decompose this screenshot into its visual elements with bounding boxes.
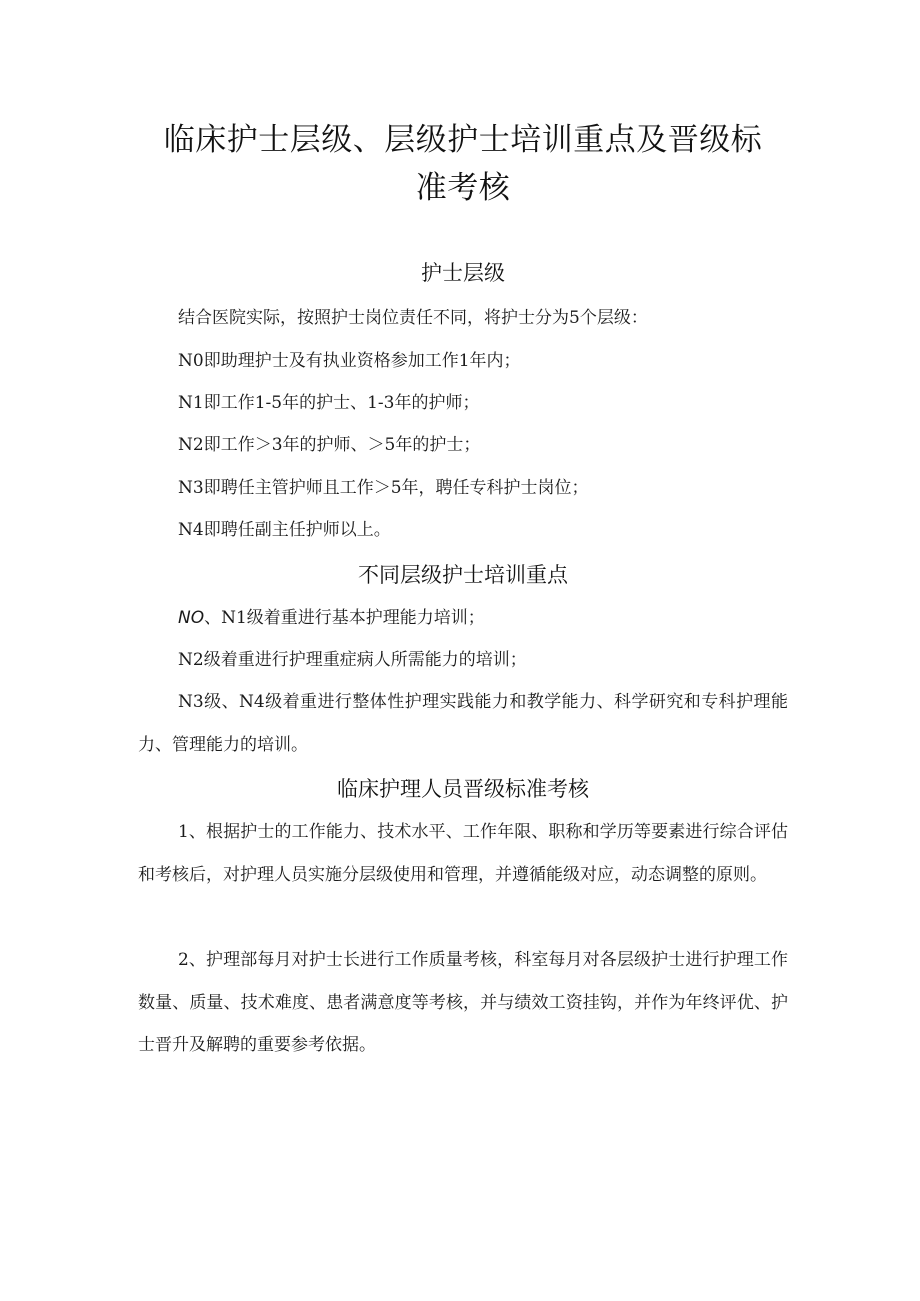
assessment-paragraph-2: 2、护理部每月对护士长进行工作质量考核，科室每月对各层级护士进行护理工作数量、质量、技术难度、患者满意度等考核，并与绩效工资挂钩，并作为年终评优、护士晋升及解聘的重要参考依据。 [138,950,788,1055]
level-item-n3: N3即聘任主管护师且工作＞5年，聘任专科护士岗位； [178,478,589,498]
training-item-n0-lead: NO [178,608,205,628]
training-item-n0-n1 [178,606,485,630]
document-title-line-1: 临床护士层级、层级护士培训重点及晋级标 [163,122,763,158]
section-heading-training-focus: 不同层级护士培训重点 [358,563,568,587]
level-item-n1: N1即工作1-5年的护士、1-3年的护师； [178,393,480,413]
level-item-n2: N2即工作＞3年的护师、＞5年的护士； [178,435,481,455]
level-item-n0: N0即助理护士及有执业资格参加工作1年内； [178,351,521,371]
level-item-n4: N4即聘任副主任护师以上。 [178,520,391,540]
training-item-n0-n1-text: 、N1级着重进行基本护理能力培训； [204,608,485,628]
section-heading-promotion-assessment: 临床护理人员晋级标准考核 [337,777,589,801]
section-heading-nurse-levels: 护士层级 [421,261,505,285]
training-item-n2: N2级着重进行护理重症病人所需能力的培训； [178,650,527,670]
assessment-paragraph-1: 1、根据护士的工作能力、技术水平、工作年限、职称和学历等要素进行综合评估和考核后，对护理人员实施分层级使用和管理，并遵循能级对应，动态调整的原则。 [138,822,788,885]
document-title-line-2: 准考核 [415,170,511,206]
document-title [138,116,788,212]
training-item-n3-n4: N3级、N4级着重进行整体性护理实践能力和教学能力、科学研究和专科护理能力、管理能力的培训。 [138,692,788,755]
section-intro-text: 结合医院实际，按照护士岗位责任不同，将护士分为5个层级： [178,308,648,328]
